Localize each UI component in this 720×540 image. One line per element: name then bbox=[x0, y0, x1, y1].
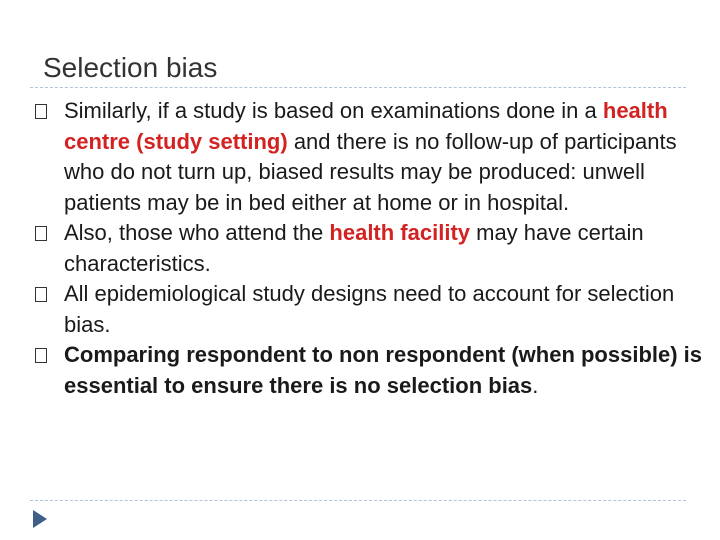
bold-text: Comparing respondent to non respondent (when possible) is essential to ensure there is no selection bias bbox=[64, 342, 703, 398]
slide-title: Selection bias bbox=[43, 52, 218, 83]
emphasis-text: health centre (study setting) bbox=[64, 98, 668, 154]
emphasis-text: health facility bbox=[329, 220, 470, 245]
square-bullet-icon bbox=[32, 279, 64, 310]
bullet-text: Comparing respondent to non respondent (when possible) is essential to ensure there is no selection bias. bbox=[64, 342, 703, 398]
bullet-list bbox=[32, 96, 712, 401]
bullet-text: Similarly, if a study is based on examinations done in a health centre (study setting) and there is no follow-up of participants who do not turn up, biased results may be produced: unwell patients may be in bed either at home or in hospital. bbox=[64, 98, 677, 215]
bullet-text: Also, those who attend the health facility may have certain characteristics. bbox=[64, 220, 644, 276]
next-slide-arrow-icon[interactable] bbox=[32, 509, 48, 529]
footer-divider bbox=[30, 500, 686, 501]
bullet-item bbox=[32, 279, 712, 340]
bullet-item bbox=[32, 218, 712, 279]
bullet-item bbox=[32, 340, 712, 401]
square-bullet-icon bbox=[32, 340, 64, 371]
title-divider bbox=[30, 87, 686, 88]
square-bullet-icon bbox=[32, 96, 64, 127]
square-bullet-icon bbox=[32, 218, 64, 249]
bullet-text: All epidemiological study designs need to account for selection bias. bbox=[64, 281, 675, 337]
next-slide-arrow-shape bbox=[33, 510, 47, 528]
bullet-item bbox=[32, 96, 712, 218]
